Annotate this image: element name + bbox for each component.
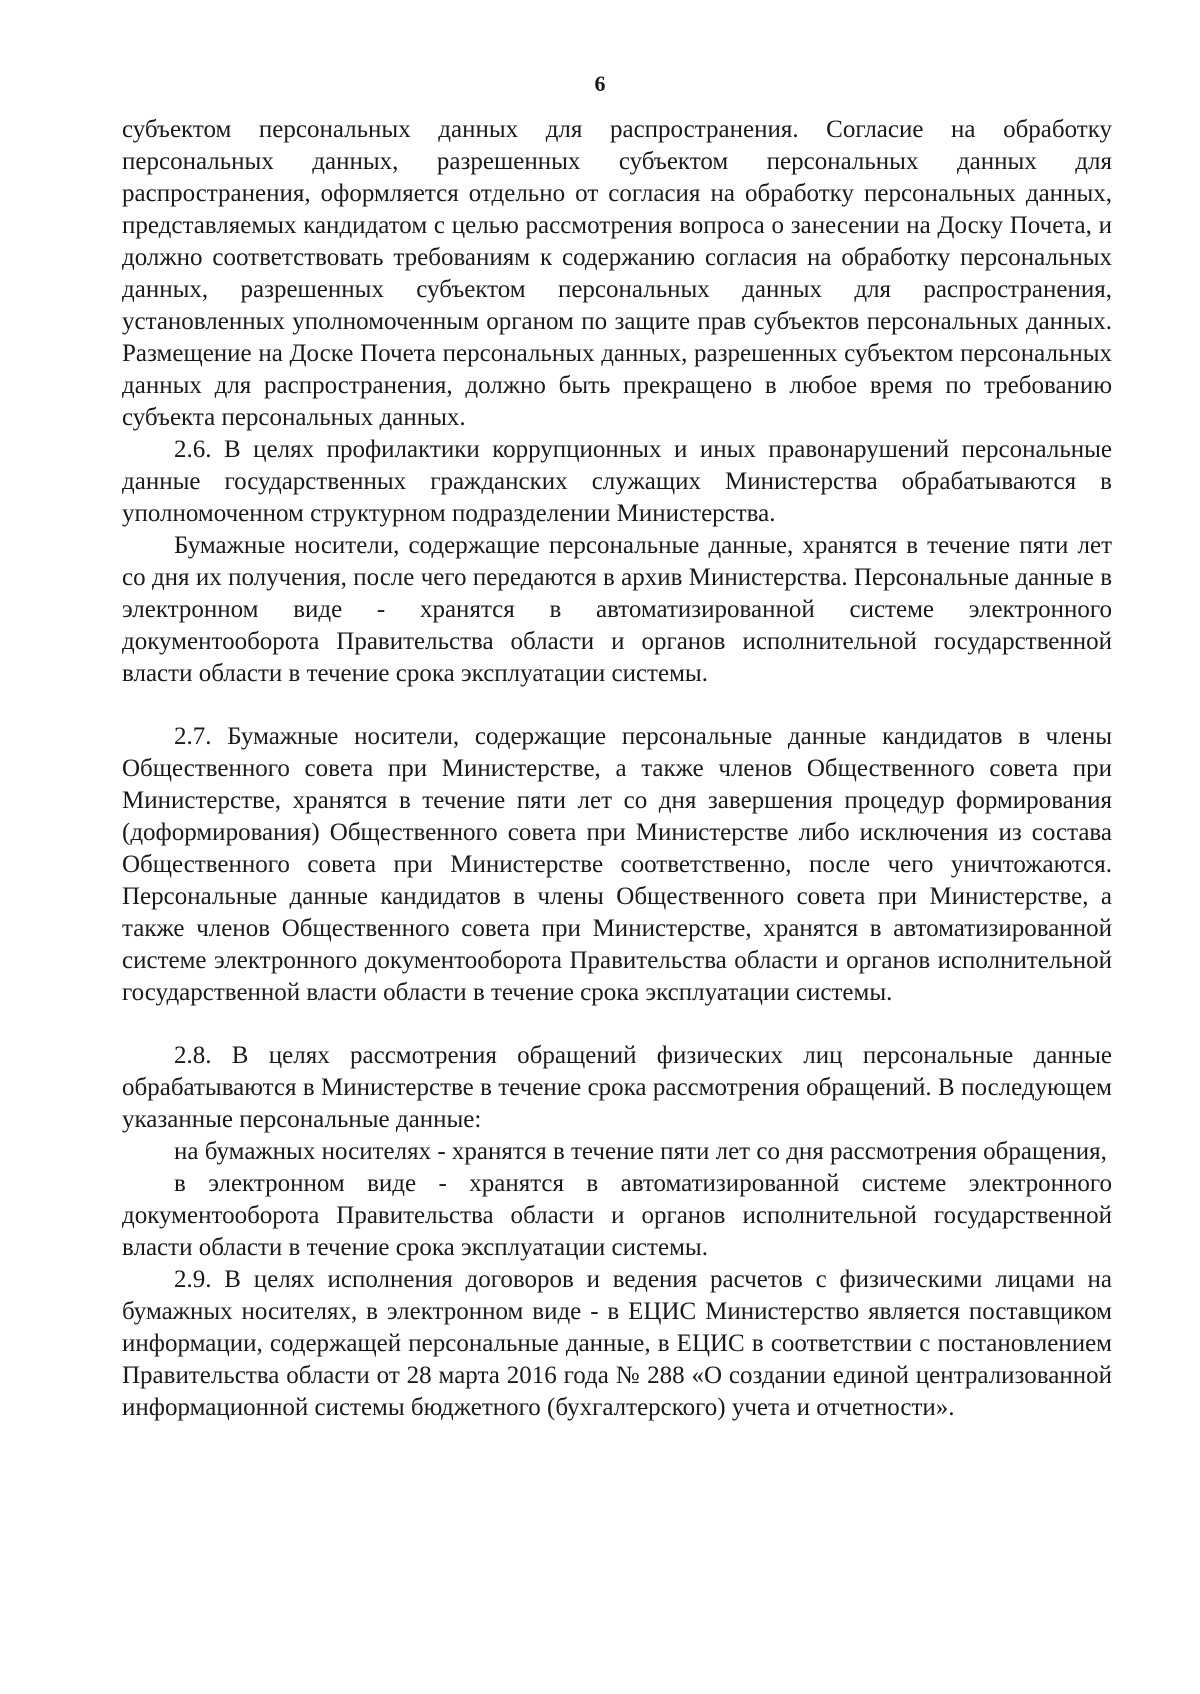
paragraph-2-8: 2.8. В целях рассмотрения обращений физических лиц персональные данные обрабатываются в Министерстве в течение срока рассмотрения обращений. В последующем указанные персональные данные: xyxy=(122,1042,1112,1133)
paragraph-2-9: 2.9. В целях исполнения договоров и ведения расчетов с физическими лицами на бумажных носителях, в электронном виде - в ЕЦИС Министерство является поставщиком информации, содержащей персональные данные, в ЕЦИС в соответствии с постановлением Правительства области от 28 марта 2016 года № 288 «О создании единой централизованной информационной системы бюджетного (бухгалтерского) учета и отчетности». xyxy=(122,1266,1112,1421)
page-number: 6 xyxy=(594,71,606,96)
paragraph-paper-storage: Бумажные носители, содержащие персональные данные, хранятся в течение пяти лет со дня их получения, после чего передаются в архив Министерства. Персональные данные в электронном виде - хранятся в автоматизированной системе электронного документооборота Правительства области и органов исполнительной государственной власти области в течение срока эксплуатации системы. xyxy=(122,532,1112,687)
paragraph-2-6: 2.6. В целях профилактики коррупционных и иных правонарушений персональные данные государственных гражданских служащих Министерства обрабатываются в уполномоченном структурном подразделении Министерства. xyxy=(122,436,1112,527)
paragraph-2-7: 2.7. Бумажные носители, содержащие персональные данные кандидатов в члены Общественного совета при Министерстве, а также членов Общественного совета при Министерстве, хранятся в течение пяти лет со дня завершения процедур формирования (доформирования) Общественного совета при Министерстве либо исключения из состава Общественного совета при Министерстве соответственно, после чего уничтожаются. Персональные данные кандидатов в члены Общественного совета при Министерстве, а также членов Общественного совета при Министерстве, хранятся в автоматизированной системе электронного документооборота Правительства области и органов исполнительной государственной власти области в течение срока эксплуатации системы. xyxy=(122,723,1112,1006)
paragraph-paper-media: на бумажных носителях - хранятся в течение пяти лет со дня рассмотрения обращения, xyxy=(174,1138,1107,1165)
document-body xyxy=(122,114,1112,1424)
paragraph-consent-continuation: субъектом персональных данных для распространения. Согласие на обработку персональных данных, разрешенных субъектом персональных данных для распространения, оформляется отдельно от согласия на обработку персональных данных, представляемых кандидатом с целью рассмотрения вопроса о занесении на Доску Почета, и должно соответствовать требованиям к содержанию согласия на обработку персональных данных, разрешенных субъектом персональных данных для распространения, установленных уполномоченным органом по защите прав субъектов персональных данных. Размещение на Доске Почета персональных данных, разрешенных субъектом персональных данных для распространения, должно быть прекращено в любое время по требованию субъекта персональных данных. xyxy=(122,116,1112,431)
paragraph-electronic-media: в электронном виде - хранятся в автоматизированной системе электронного документооборота Правительства области и органов исполнительной государственной власти области в течение срока эксплуатации системы. xyxy=(122,1170,1112,1261)
